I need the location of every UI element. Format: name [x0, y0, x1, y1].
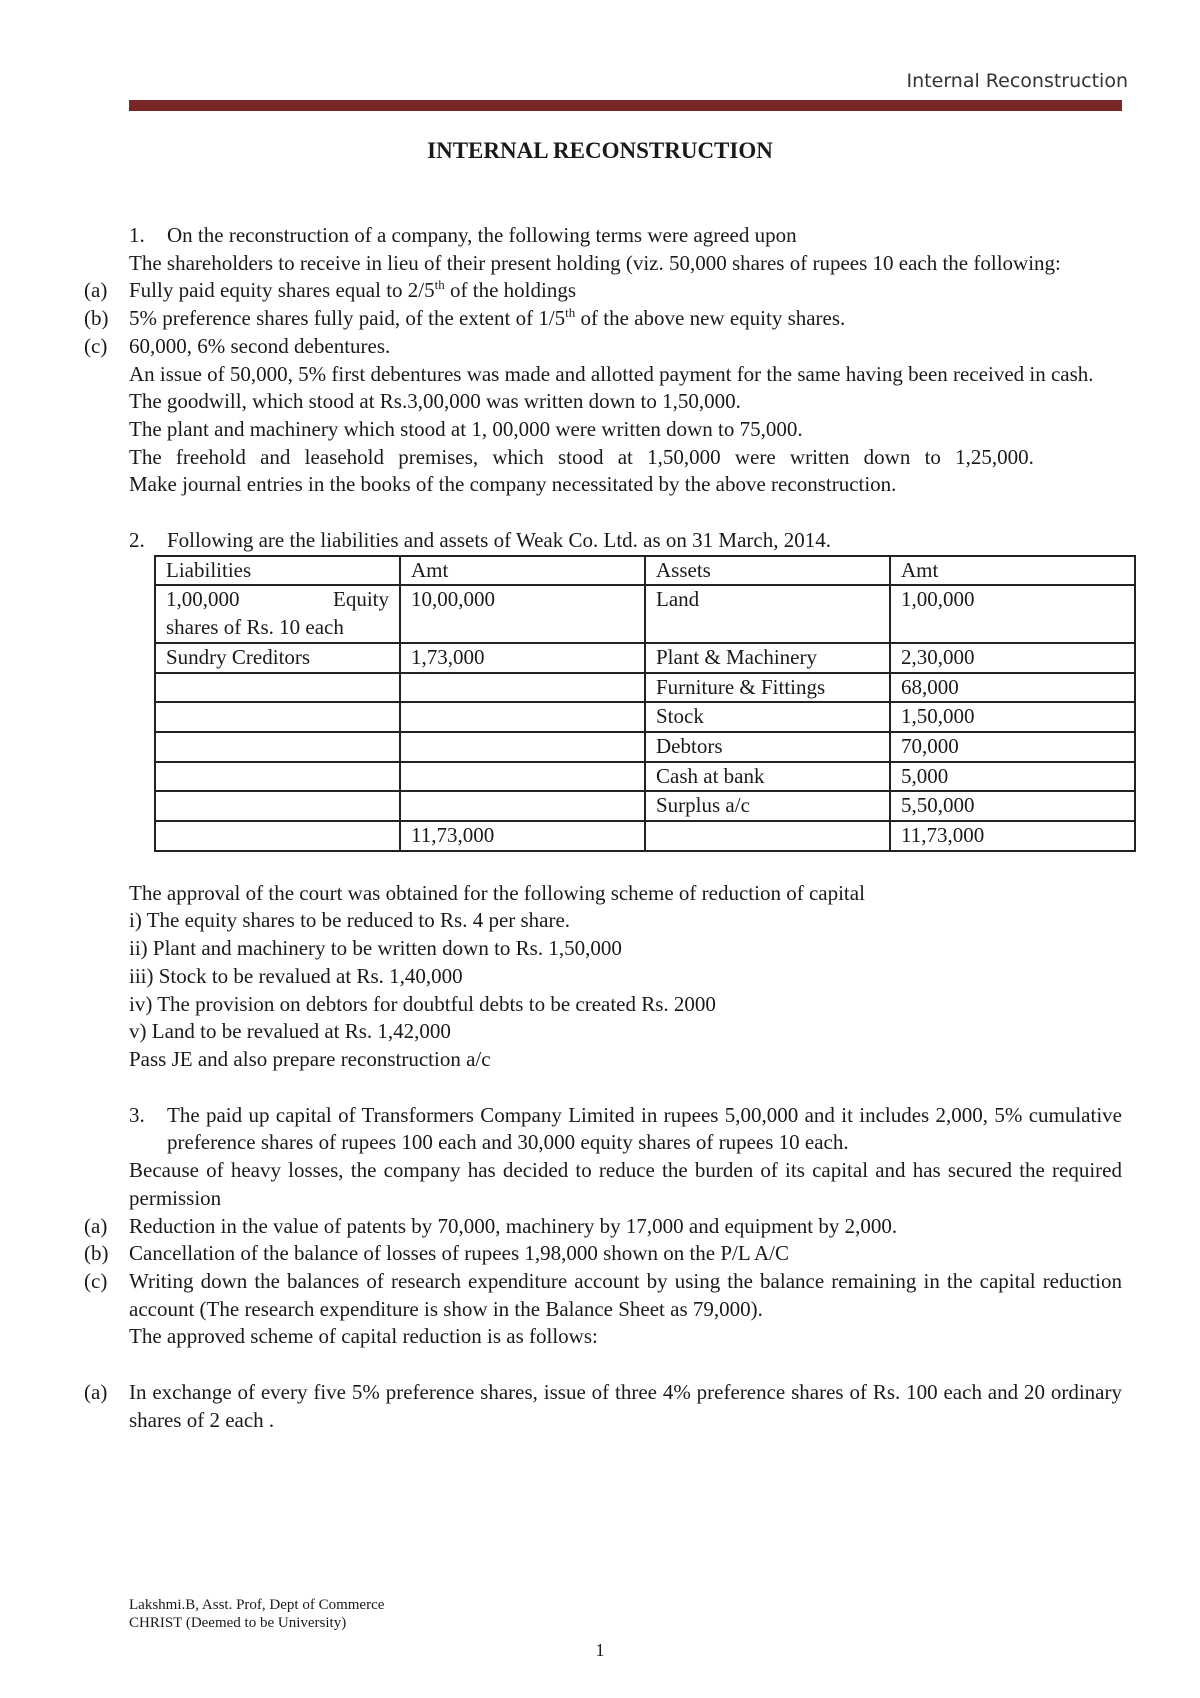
table-cell	[645, 821, 890, 851]
table-cell: Stock	[645, 702, 890, 732]
table-cell	[155, 732, 400, 762]
q3-intro: 3. The paid up capital of Transformers Company Limited in rupees 5,00,000 and it includes 2,000, 5% cumulative preference shares of rupees 100 each and 30,000 equity shares of rupees 10 each.	[129, 1102, 1122, 1155]
table-cell: 1,50,000	[890, 702, 1135, 732]
page-title: INTERNAL RECONSTRUCTION	[427, 138, 773, 163]
table-cell	[400, 702, 645, 732]
table-cell: Plant & Machinery	[645, 643, 890, 673]
table-row	[155, 791, 1135, 821]
table-header-cell: Amt	[400, 556, 645, 586]
q2-scheme-item: ii) Plant and machinery to be written down to Rs. 1,50,000	[129, 936, 622, 961]
table-cell	[155, 791, 400, 821]
q2-scheme-intro: The approval of the court was obtained for the following scheme of reduction of capital	[129, 880, 865, 905]
table-row	[155, 585, 1135, 642]
table-cell: 1,73,000	[400, 643, 645, 673]
table-row	[155, 702, 1135, 732]
table-cell: 11,73,000	[890, 821, 1135, 851]
table-cell: 10,00,000	[400, 585, 645, 642]
footer	[129, 1596, 384, 1632]
table-cell: Land	[645, 585, 890, 642]
q1-item-c: (c) 60,000, 6% second debentures.	[84, 333, 391, 358]
document-body	[84, 222, 1122, 1434]
q3-item-c: (c) Writing down the balances of research expenditure account by using the balance remaining in the capital reduction account (The research expenditure is show in the Balance Sheet as 79,000).	[84, 1268, 1122, 1321]
table-cell	[155, 762, 400, 792]
table-row	[155, 732, 1135, 762]
balance-sheet-table	[154, 555, 1136, 852]
table-cell: Debtors	[645, 732, 890, 762]
table-row	[155, 643, 1135, 673]
table-cell	[155, 702, 400, 732]
table-cell: 2,30,000	[890, 643, 1135, 673]
table-cell: 70,000	[890, 732, 1135, 762]
table-cell: 1,00,000	[890, 585, 1135, 642]
table-cell: Surplus a/c	[645, 791, 890, 821]
table-cell: Furniture & Fittings	[645, 673, 890, 703]
table-cell	[400, 673, 645, 703]
q2-scheme-item: i) The equity shares to be reduced to Rs. 4 per share.	[129, 908, 571, 933]
table-cell	[400, 732, 645, 762]
q2-scheme-item: Pass JE and also prepare reconstruction a/c	[129, 1046, 491, 1071]
table-header-row	[155, 556, 1135, 586]
q1-para: The plant and machinery which stood at 1, 00,000 were written down to 75,000.	[129, 416, 803, 441]
table-cell	[155, 821, 400, 851]
q3-scheme-intro: The approved scheme of capital reduction is as follows:	[129, 1324, 598, 1349]
table-cell	[400, 791, 645, 821]
footer-institution: CHRIST (Deemed to be University)	[129, 1615, 347, 1631]
table-header-cell: Liabilities	[155, 556, 400, 586]
table-cell: 5,50,000	[890, 791, 1135, 821]
q1-para: An issue of 50,000, 5% first debentures was made and allotted payment for the same having been received in cash.	[129, 361, 1094, 386]
q1-para: The goodwill, which stood at Rs.3,00,000 was written down to 1,50,000.	[129, 389, 741, 414]
q3-item-b: (b) Cancellation of the balance of losses of rupees 1,98,000 shown on the P/L A/C	[84, 1241, 790, 1266]
table-row	[155, 673, 1135, 703]
q1-para: Make journal entries in the books of the company necessitated by the above reconstruction.	[129, 472, 897, 497]
table-cell	[155, 673, 400, 703]
table-cell: 11,73,000	[400, 821, 645, 851]
q2-scheme-item: iii) Stock to be revalued at Rs. 1,40,000	[129, 963, 463, 988]
q1-item-b: (b) 5% preference shares fully paid, of the extent of 1/5th of the above new equity shares.	[84, 305, 846, 331]
q1-text: The shareholders to receive in lieu of their present holding (viz. 50,000 shares of rupees 10 each the following:	[129, 250, 1061, 275]
table-cell: 68,000	[890, 673, 1135, 703]
q2-scheme-item: iv) The provision on debtors for doubtful debts to be created Rs. 2000	[129, 991, 716, 1016]
footer-author: Lakshmi.B, Asst. Prof, Dept of Commerce	[129, 1597, 385, 1613]
q1-para: The freehold and leasehold premises, which stood at 1,50,000 were written down to 1,25,000.	[129, 444, 1034, 469]
q3-text: Because of heavy losses, the company has decided to reduce the burden of its capital and has secured the required permission	[129, 1158, 1122, 1210]
table-cell: Sundry Creditors	[155, 643, 400, 673]
q3-scheme-item-a: (a) In exchange of every five 5% preference shares, issue of three 4% preference shares of Rs. 100 each and 20 ordinary shares of 2 each .	[84, 1380, 1122, 1432]
page-number: 1	[595, 1640, 605, 1660]
table-cell: 5,000	[890, 762, 1135, 792]
running-header: Internal Reconstruction	[906, 70, 1128, 92]
header-rule	[129, 100, 1122, 111]
q1-item-a: (a) Fully paid equity shares equal to 2/5th of the holdings	[84, 277, 576, 303]
table-cell	[400, 762, 645, 792]
table-row	[155, 762, 1135, 792]
q1-intro: 1. On the reconstruction of a company, the following terms were agreed upon	[129, 223, 797, 247]
q3-item-a: (a) Reduction in the value of patents by 70,000, machinery by 17,000 and equipment by 2,000.	[84, 1213, 898, 1238]
table-cell-equity: 1,00,000 Equity shares of Rs. 10 each	[155, 585, 400, 642]
q2-scheme-item: v) Land to be revalued at Rs. 1,42,000	[129, 1019, 451, 1044]
table-header-cell: Assets	[645, 556, 890, 586]
table-cell: Cash at bank	[645, 762, 890, 792]
table-header-cell: Amt	[890, 556, 1135, 586]
q2-intro: 2. Following are the liabilities and assets of Weak Co. Ltd. as on 31 March, 2014.	[129, 528, 831, 553]
table-total-row	[155, 821, 1135, 851]
